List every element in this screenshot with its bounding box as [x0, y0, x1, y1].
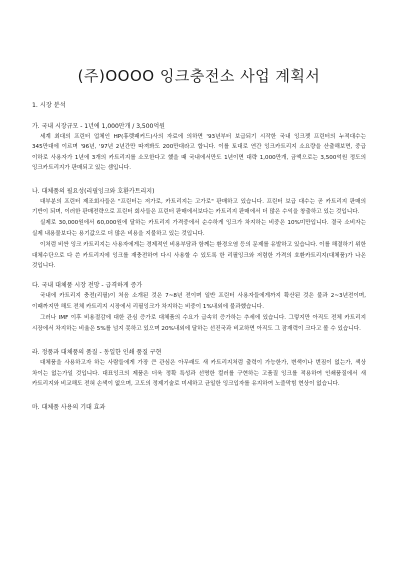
subsection-title-domestic-market: 가. 국내 시장규모 - 1년에 1,000만개 / 3,500억원 — [32, 123, 165, 130]
paragraph-substitute-2: 실제로 30,000원에서 60,000원에 달하는 카트리지 가격중에서 순수하게 잉크가 차지하는 비중은 10%미만입니다. 결국 소비자는 실제 내용물보다는 용기값으로 더 많은 비용을 지불하고 있는 것입니다. — [32, 220, 366, 237]
document-title: (주)OOOO 잉크충전소 사업 계획서 — [77, 67, 321, 85]
subsection-title-expected-effects: 마. 대체품 사용의 기대 효과 — [32, 404, 106, 412]
subsection-title-substitute-necessity: 나. 대체품의 필요성(리필잉크와 호환카트리지) — [32, 187, 155, 195]
paragraph-domestic-market: 세계 최대의 프린터 업체인 HP(휴렛패커드)사의 자료에 의하면 '93년부터 보급되기 시작한 국내 잉크젯 프린터의 누적대수는 345만대에 이르며 '96년, '97년 2년간만 따져봐도 200만대라고 합니다. 이를 토대로 연간 잉크카트리지 소요량을 산출해보면, 중급 이하로 사용자가 1년에 3개의 카트리지를 소모한다고 했을 때 국내에서만도 1년이면 대략 1,000만개, 금액으로는 3,500억원 정도의 잉크카트리지가 판매되고 있는 셈입니다. — [32, 134, 366, 172]
section-title-market-analysis: 1. 시장 분석 — [32, 102, 66, 109]
subsection-title-quality: 라. 정품과 대체품의 품질 - 동일한 인쇄 품질 구현 — [32, 349, 162, 357]
paragraph-quality: 대체품을 사용하고자 하는 사람들에게 가장 큰 관심은 아무래도 새 카트리지처럼 출력이 가능한가, 변색이나 번짐이 없는가, 색상 차이는 없는가일 것입니다. 대표잉크의 제품은 더욱 정확 특성과 선명한 컬러를 구현하는 고품질 잉크를 적용하여 인쇄품질에서 새 카트리지와 비교해도 전혀 손색이 없으며, 고도의 정제기술로 미세하고 균일한 잉크입자를 유지하여 노즐막힘 현상이 없습니다. — [32, 360, 366, 387]
subsection-title-market-outlook: 다. 국내 대체품 시장 전망 - 급격하게 증가 — [32, 282, 143, 290]
paragraph-substitute-1: 대부분의 프린터 제조회사들은 "프린터는 저가로, 카트리지는 고가로" 판매하고 있습니다. 프린터 보급 대수는 곧 카트리지 판매의 기반이 되며, 이러한 판매전략으로 프린터 회사들은 프린터 판매에서보다는 카트리지 판매에서 더 많은 수익을 창출하고 있는 것입니다. — [32, 198, 366, 216]
paragraph-outlook-2: 그러나 IMF 이후 비용절감에 대한 관심 증가로 대체품의 수요가 급속히 증가하는 추세에 있습니다. 그렇지만 아직도 전체 카트리지 시장에서 차지하는 비율은 5%를 넘지 못하고 있으며 20%내외에 달하는 선진국과 비교하면 아직도 그 잠재력이 크다고 볼 수 있습니다. — [32, 315, 366, 332]
paragraph-outlook-1: 국내에 카트리지 충전(리필)이 처음 소개된 것은 7~8년 전이며 일반 프린터 사용자들에게까지 확산된 것은 불과 2~3년전이며, 이때까지만 해도 전체 카트리지 시장에서 리필잉크가 차지하는 비중이 1%내외에 불과했습니다. — [32, 293, 366, 310]
paragraph-substitute-3: 이처럼 비싼 잉크 카트리지는 사용자에게는 경제적인 비용부담과 함께는 환경오염 등의 문제를 유발하고 있습니다. 이를 해결하기 위한 대체수단으로 다 쓴 카트리지에 잉크를 재충전하여 다시 사용할 수 있도록 한 리필잉크와 저렴한 가격의 호환카트리지(대체품)가 나온 것입니다. — [32, 242, 366, 270]
